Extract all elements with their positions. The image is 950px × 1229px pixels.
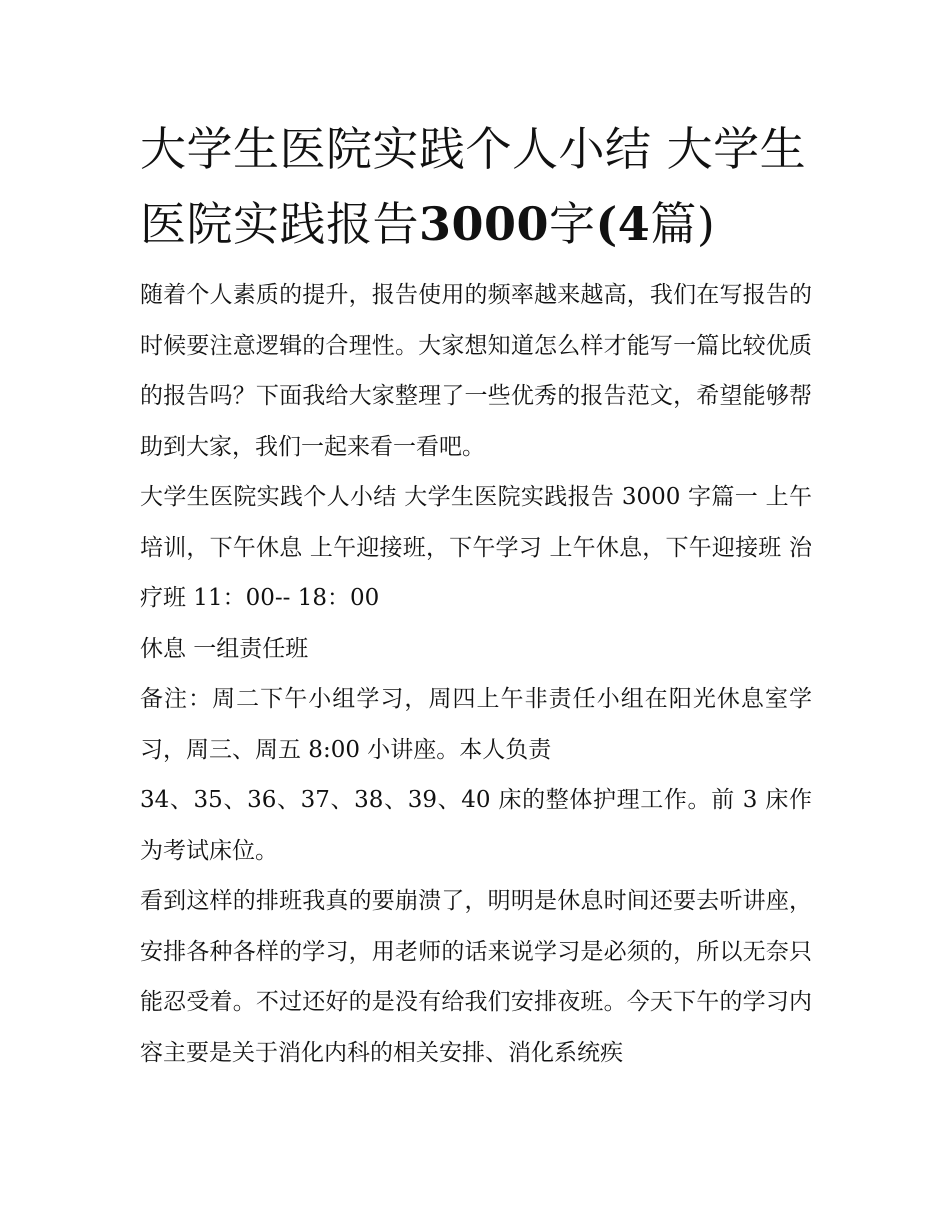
title-number: 3000 xyxy=(419,197,550,251)
title-char: 字 xyxy=(549,197,596,251)
paragraph-rest: 休息 一组责任班 xyxy=(140,635,309,662)
title-suffix: 篇) xyxy=(650,197,716,251)
title-text: 大学生医院实践个人小结 大学生医院实践报告 xyxy=(140,122,807,251)
document-title xyxy=(140,112,812,262)
paragraph-intro: 随着个人素质的提升，报告使用的频率越来越高，我们在写报告的时候要注意逻辑的合理性。大家想知道怎么样才能写一篇比较优质的报告吗？下面我给大家整理了一些优秀的报告范文，希望能够帮助到大家，我们一起来看一看吧。 xyxy=(140,282,812,460)
title-count: (4 xyxy=(595,197,651,251)
paragraph-reflection: 看到这样的排班我真的要崩溃了，明明是休息时间还要去听讲座，安排各种各样的学习，用老师的话来说学习是必须的，所以无奈只能忍受着。不过还好的是没有给我们安排夜班。今天下午的学习内容主要是关于消化内科的相关安排、消化系统疾 xyxy=(140,888,812,1066)
paragraph-schedule: 大学生医院实践个人小结 大学生医院实践报告 3000 字篇一 上午培训，下午休息 上午迎接班，下午学习 上午休息，下午迎接班 治疗班 11：00-- 18：00 xyxy=(140,484,812,611)
paragraph-notes: 备注：周二下午小组学习，周四上午非责任小组在阳光休息室学习，周三、周五 8:00 小讲座。本人负责 xyxy=(140,686,812,763)
document-page xyxy=(140,112,812,1078)
paragraph-beds: 34、35、36、37、38、39、40 床的整体护理工作。前 3 床作为考试床位。 xyxy=(140,787,812,864)
